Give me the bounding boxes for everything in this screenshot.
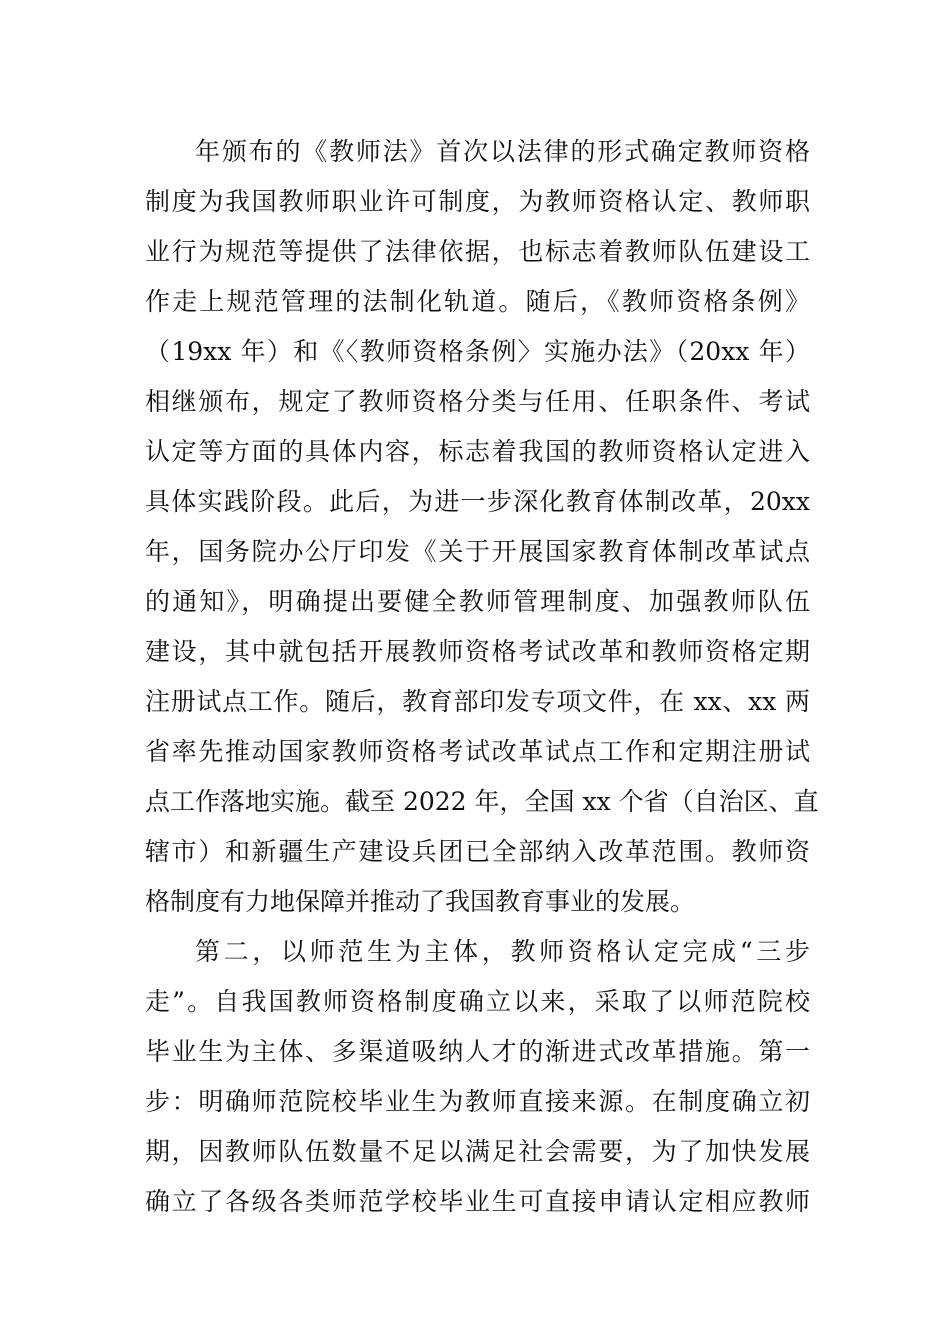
text-line: 认定等方面的具体内容，标志着我国的教师资格认定进入 <box>145 437 810 466</box>
text-line: （19xx 年）和《〈教师资格条例〉实施办法》（20xx 年） <box>145 337 810 366</box>
document-body <box>145 127 819 1227</box>
text-line: 点工作落地实施。截至 2022 年，全国 xx 个省（自治区、直 <box>145 787 819 816</box>
text-line: 的通知》，明确提出要健全教师管理制度、加强教师队伍 <box>145 587 810 616</box>
text-line: 作走上规范管理的法制化轨道。随后，《教师资格条例》 <box>145 287 810 316</box>
text-line: 省率先推动国家教师资格考试改革试点工作和定期注册试 <box>145 737 810 766</box>
text-line: 业行为规范等提供了法律依据，也标志着教师队伍建设工 <box>145 237 810 266</box>
text-line: 第二，以师范生为主体，教师资格认定完成“三步 <box>195 937 810 966</box>
text-line: 辖市）和新疆生产建设兵团已全部纳入改革范围。教师资 <box>145 837 810 866</box>
text-line: 步：明确师范院校毕业生为教师直接来源。在制度确立初 <box>145 1087 810 1116</box>
text-line: 注册试点工作。随后，教育部印发专项文件，在 xx、xx 两 <box>145 687 810 716</box>
paragraph-teacher-qualification-history <box>145 127 819 927</box>
text-line: 具体实践阶段。此后，为进一步深化教育体制改革，20xx <box>145 487 810 516</box>
text-line: 建设，其中就包括开展教师资格考试改革和教师资格定期 <box>145 637 810 666</box>
text-line: 制度为我国教师职业许可制度，为教师资格认定、教师职 <box>145 187 810 216</box>
text-line: 期，因教师队伍数量不足以满足社会需要，为了加快发展 <box>145 1137 810 1166</box>
text-line: 年颁布的《教师法》首次以法律的形式确定教师资格 <box>195 137 810 166</box>
paragraph-normal-students-three-steps <box>145 927 810 1227</box>
text-line: 格制度有力地保障并推动了我国教育事业的发展。 <box>145 887 696 916</box>
text-line: 年，国务院办公厅印发《关于开展国家教育体制改革试点 <box>145 537 810 566</box>
text-line: 毕业生为主体、多渠道吸纳人才的渐进式改革措施。第一 <box>145 1037 810 1066</box>
text-line: 确立了各级各类师范学校毕业生可直接申请认定相应教师 <box>145 1187 810 1216</box>
text-line: 相继颁布，规定了教师资格分类与任用、任职条件、考试 <box>145 387 810 416</box>
text-line: 走”。自我国教师资格制度确立以来，采取了以师范院校 <box>145 987 810 1016</box>
